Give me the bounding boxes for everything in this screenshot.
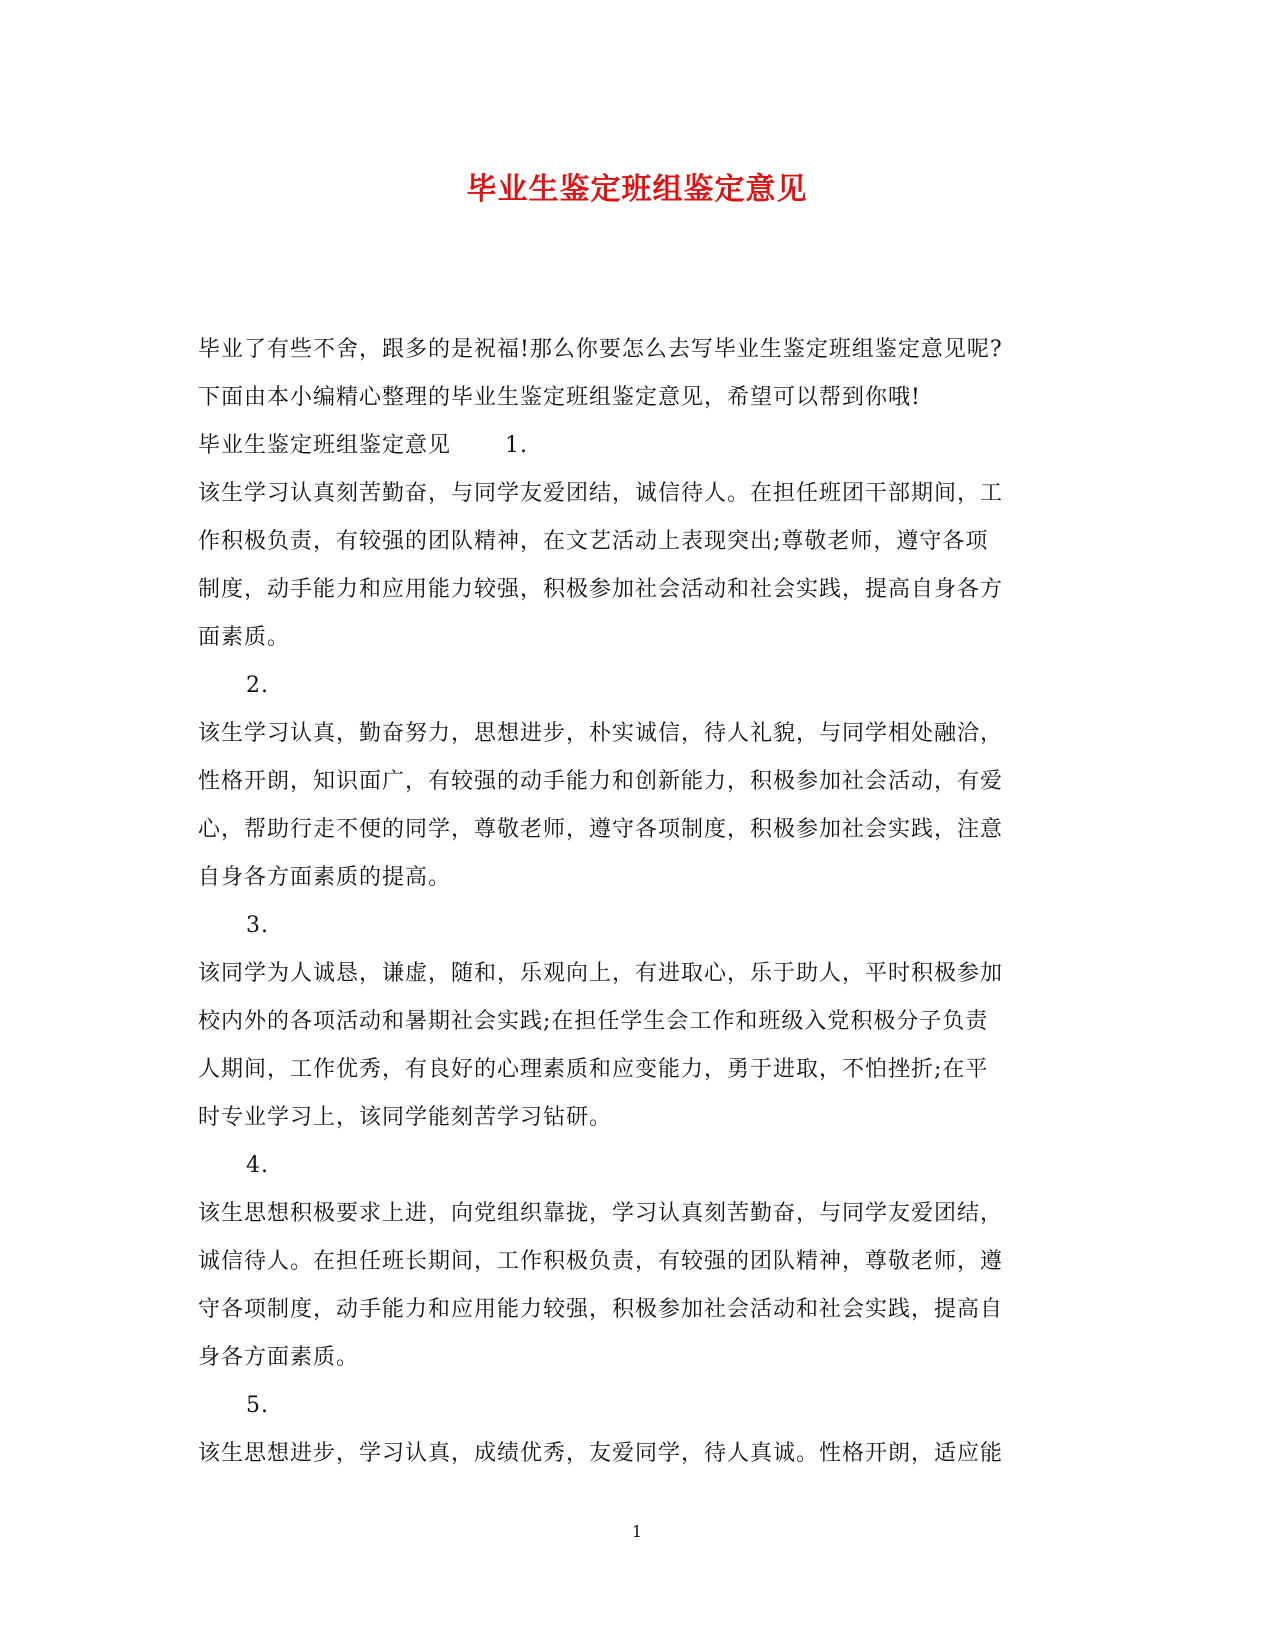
intro-line: 下面由本小编精心整理的毕业生鉴定班组鉴定意见，希望可以帮到你哦! [198,385,921,410]
paragraph-line: 身各方面素质。 [198,1345,360,1370]
paragraph-line: 该同学为人诚恳，谦虚，随和，乐观向上，有进取心，乐于助人，平时积极参加 [198,961,1004,986]
paragraph-line: 面素质。 [198,625,291,650]
section-number: 4. [246,1153,269,1178]
section-2 [198,662,1078,902]
paragraph-line: 该生学习认真，勤奋努力，思想进步，朴实诚信，待人礼貌，与同学相处融洽， [198,721,1004,746]
paragraph-line: 该生思想积极要求上进，向党组织靠拢，学习认真刻苦勤奋，与同学友爱团结， [198,1201,1004,1226]
document-title: 毕业生鉴定班组鉴定意见 [466,172,808,207]
subheading-number: 1. [505,433,529,458]
section-subheading [198,422,1078,470]
paragraph-line: 时专业学习上，该同学能刻苦学习钻研。 [198,1105,613,1130]
section-5 [198,1382,1078,1478]
section-4 [198,1142,1078,1382]
section-number: 2. [246,673,269,698]
section-number: 5. [246,1393,269,1418]
paragraph-line: 人期间，工作优秀，有良好的心理素质和应变能力，勇于进取，不怕挫折;在平 [198,1057,989,1082]
paragraph-line: 自身各方面素质的提高。 [198,865,452,890]
paragraph-line: 守各项制度，动手能力和应用能力较强，积极参加社会活动和社会实践，提高自 [198,1297,1004,1322]
document-body [198,326,1078,1478]
intro-line: 毕业了有些不舍，跟多的是祝福!那么你要怎么去写毕业生鉴定班组鉴定意见呢? [198,337,1003,362]
paragraph-line: 校内外的各项活动和暑期社会实践;在担任学生会工作和班级入党积极分子负责 [198,1009,989,1034]
section-1 [198,470,1078,662]
paragraph-line: 该生思想进步，学习认真，成绩优秀，友爱同学，待人真诚。性格开朗，适应能 [198,1441,1004,1466]
section-3 [198,902,1078,1142]
paragraph-line: 诚信待人。在担任班长期间，工作积极负责，有较强的团队精神，尊敬老师，遵 [198,1249,1004,1274]
paragraph-line: 制度，动手能力和应用能力较强，积极参加社会活动和社会实践，提高自身各方 [198,577,1004,602]
paragraph-line: 心，帮助行走不便的同学，尊敬老师，遵守各项制度，积极参加社会实践，注意 [198,817,1004,842]
paragraph-line: 性格开朗，知识面广，有较强的动手能力和创新能力，积极参加社会活动，有爱 [198,769,1004,794]
paragraph-line: 作积极负责，有较强的团队精神，在文艺活动上表现突出;尊敬老师，遵守各项 [198,529,989,554]
paragraph-line: 该生学习认真刻苦勤奋，与同学友爱团结，诚信待人。在担任班团干部期间，工 [198,481,1004,506]
section-number: 3. [246,913,269,938]
page-number: 1 [631,1522,643,1541]
subheading-text: 毕业生鉴定班组鉴定意见 [198,433,452,458]
